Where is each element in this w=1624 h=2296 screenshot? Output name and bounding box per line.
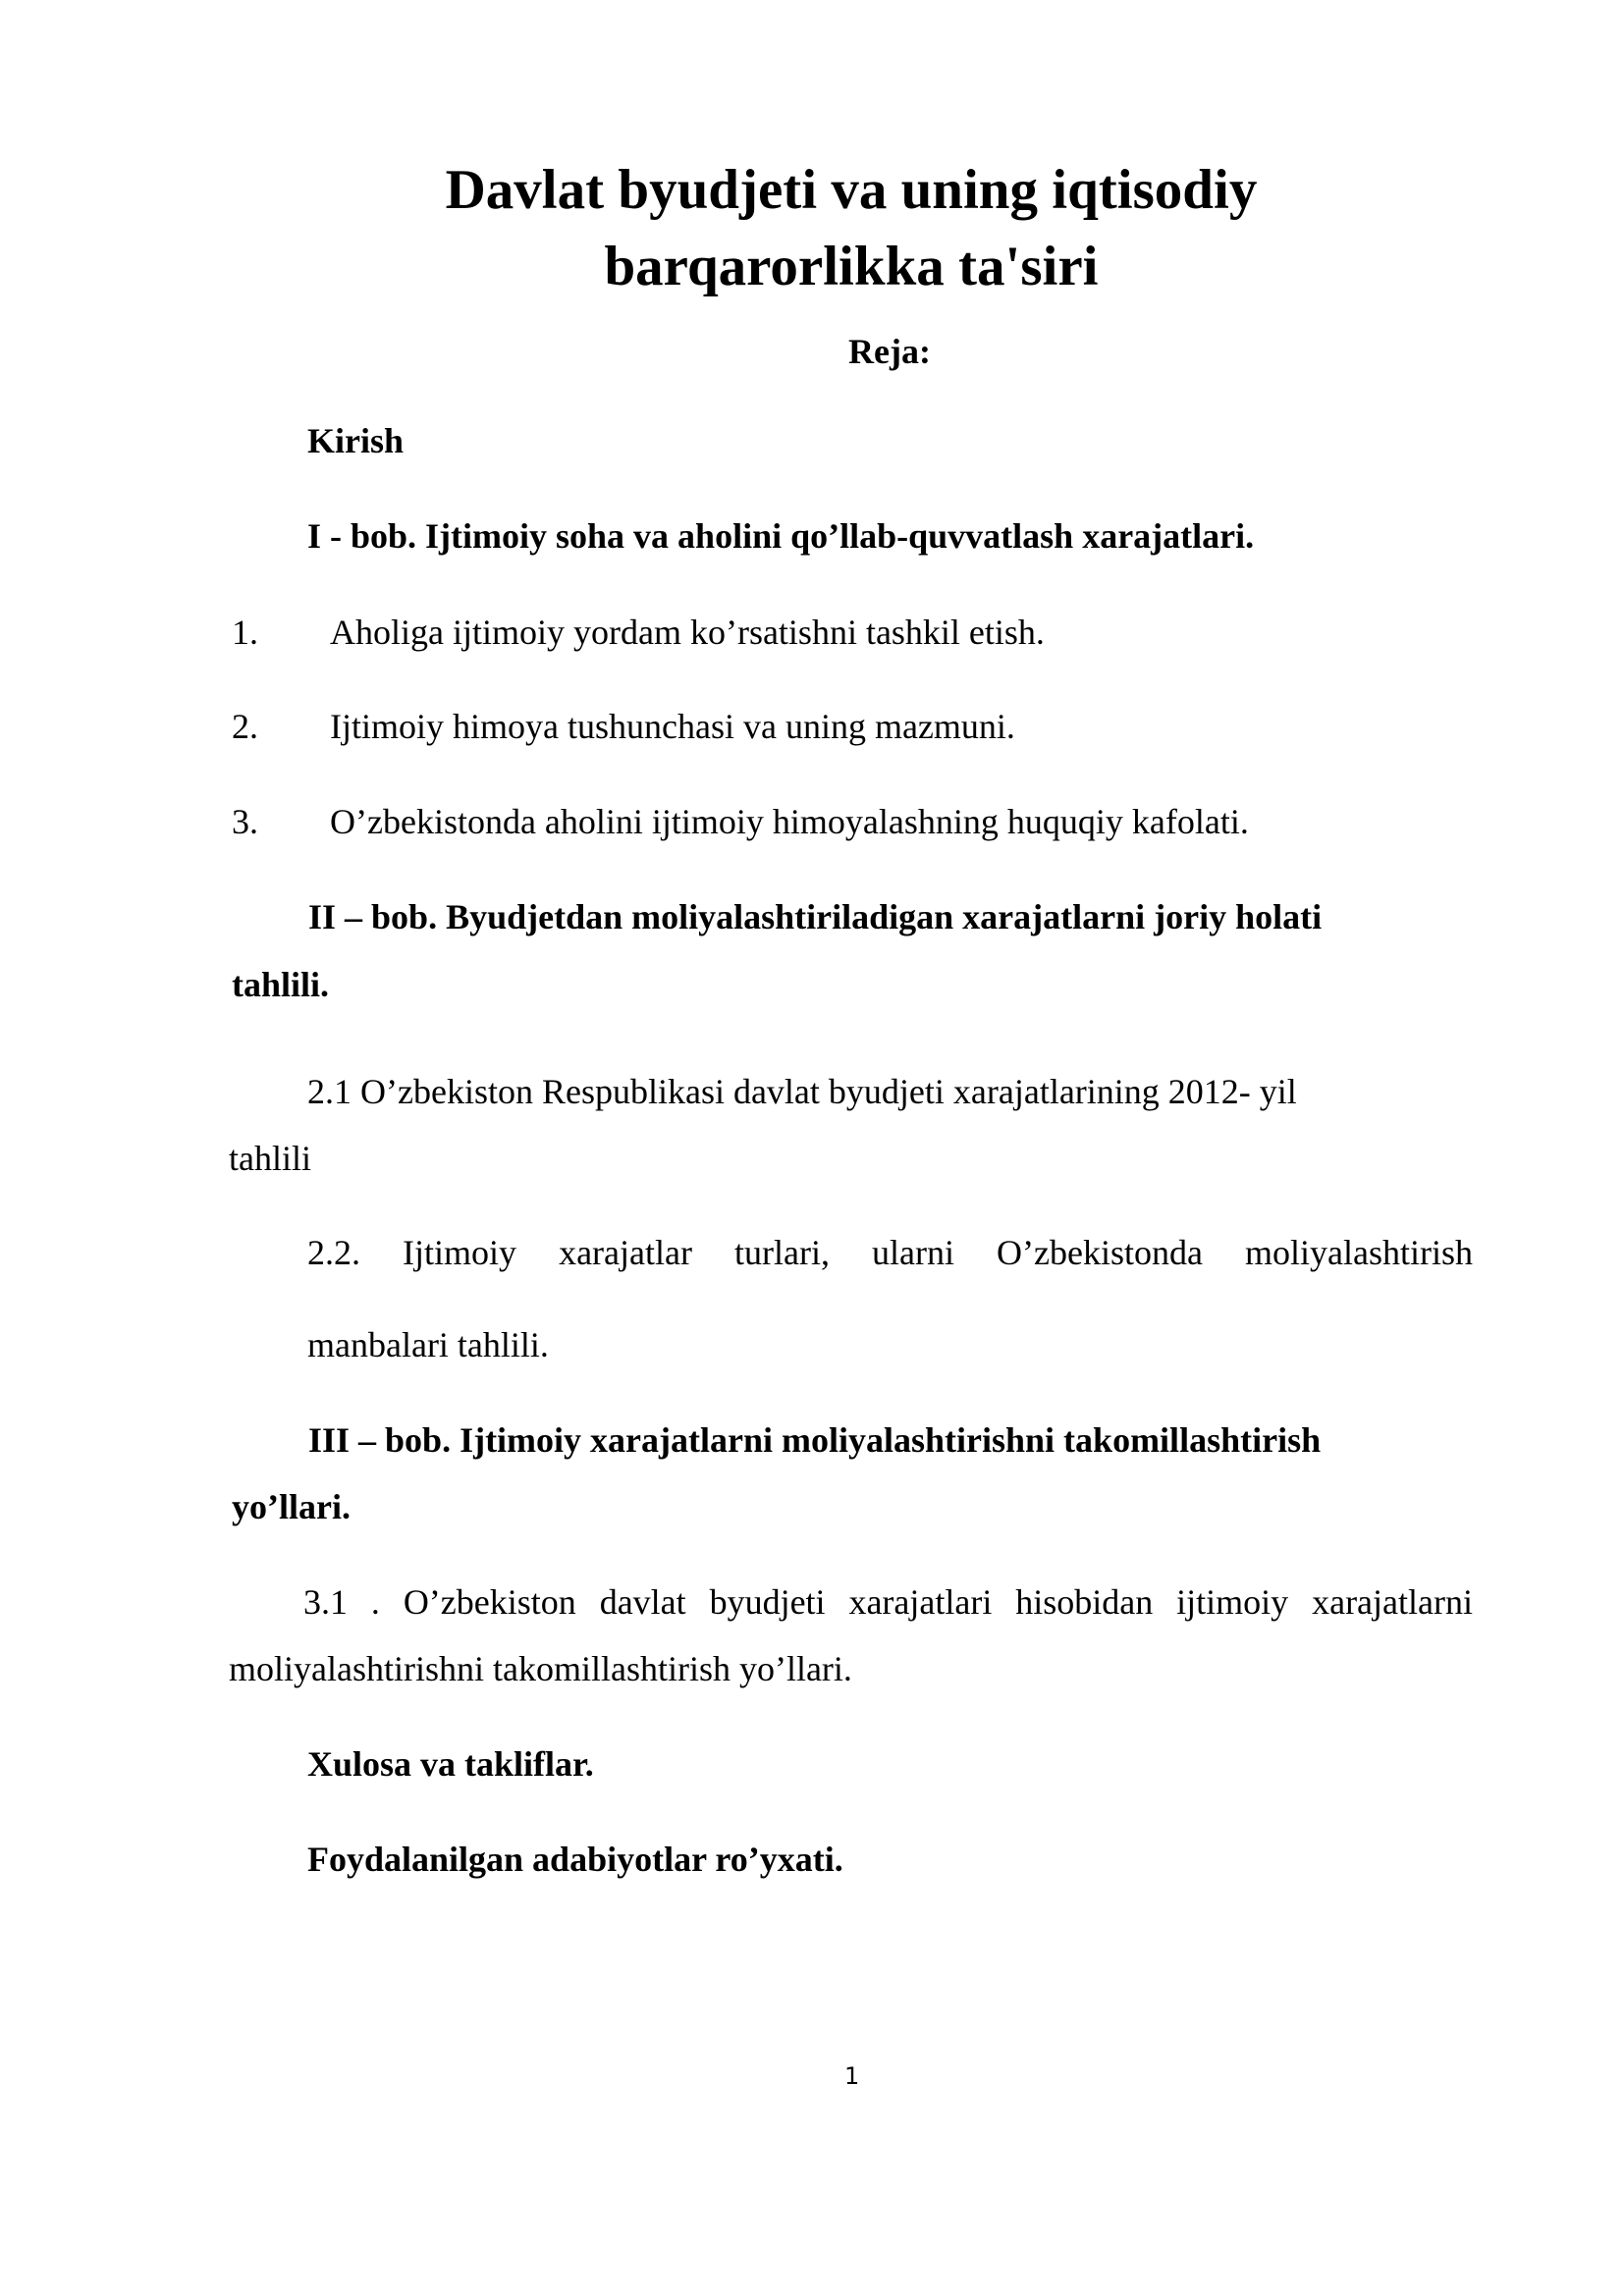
chapter-3-section-1-word: xarajatlari bbox=[848, 1582, 993, 1622]
chapter-3-heading-line-1: III – bob. Ijtimoiy xarajatlarni moliyalashtirishni takomillashtirish bbox=[308, 1420, 1322, 1460]
chapter-3-section-1-word: davlat bbox=[599, 1582, 686, 1622]
chapter-2-section-2-word: O’zbekistonda bbox=[997, 1233, 1203, 1272]
chapter-3-section-1-word: . bbox=[370, 1582, 380, 1622]
chapter-2-section-2-word: 2.2. bbox=[307, 1233, 360, 1272]
chapter-2-heading-line-2: tahlili. bbox=[232, 965, 330, 1004]
chapter-1-item-1-number: 1. bbox=[232, 613, 258, 652]
chapter-2-section-2-word: Ijtimoiy bbox=[403, 1233, 517, 1272]
document-title-line-2: barqarorlikka ta'siri bbox=[604, 236, 1099, 297]
chapter-3-section-1-word: byudjeti bbox=[709, 1582, 826, 1622]
chapter-1-item-1-text: Aholiga ijtimoiy yordam ko’rsatishni tashkil etish. bbox=[330, 613, 1045, 652]
chapter-1-item-2-text: Ijtimoiy himoya tushunchasi va uning mazmuni. bbox=[330, 707, 1015, 746]
chapter-2-section-2-word: moliyalashtirish bbox=[1244, 1233, 1473, 1272]
conclusion-heading: Xulosa va takliflar. bbox=[307, 1744, 594, 1784]
chapter-3-section-1-word: ijtimoiy bbox=[1176, 1582, 1289, 1622]
chapter-3-section-1-line-1 bbox=[303, 1580, 1473, 1624]
page-number: 1 bbox=[844, 2062, 860, 2090]
chapter-2-section-1-line-1: 2.1 O’zbekiston Respublikasi davlat byudjeti xarajatlarining 2012- yil bbox=[307, 1072, 1297, 1111]
chapter-1-item-3-text: O’zbekistonda aholini ijtimoiy himoyalashning huquqiy kafolati. bbox=[330, 802, 1249, 841]
chapter-1-item-2-number: 2. bbox=[232, 707, 258, 746]
intro-heading: Kirish bbox=[307, 421, 405, 460]
chapter-2-heading-line-1: II – bob. Byudjetdan moliyalashtiriladigan xarajatlarni joriy holati bbox=[308, 897, 1323, 936]
chapter-2-section-1-line-2: tahlili bbox=[229, 1139, 311, 1178]
plan-label: Reja: bbox=[848, 332, 931, 371]
chapter-3-section-1-line-2: moliyalashtirishni takomillashtirish yo’llari. bbox=[229, 1649, 852, 1688]
chapter-2-section-2-word: xarajatlar bbox=[559, 1233, 692, 1272]
chapter-1-heading: I - bob. Ijtimoiy soha va aholini qo’llab-quvvatlash xarajatlari. bbox=[307, 516, 1255, 556]
chapter-3-section-1-word: O’zbekiston bbox=[403, 1582, 576, 1622]
chapter-1-item-3-number: 3. bbox=[232, 802, 258, 841]
chapter-2-section-2-line-1 bbox=[307, 1231, 1473, 1274]
chapter-3-section-1-word: hisobidan bbox=[1015, 1582, 1154, 1622]
chapter-3-section-1-word: 3.1 bbox=[303, 1582, 348, 1622]
document-title-line-1: Davlat byudjeti va uning iqtisodiy bbox=[445, 159, 1258, 221]
references-heading: Foydalanilgan adabiyotlar ro’yxati. bbox=[307, 1840, 843, 1879]
chapter-3-heading-line-2: yo’llari. bbox=[232, 1487, 351, 1526]
chapter-2-section-2-word: ularni bbox=[872, 1233, 954, 1272]
chapter-2-section-2-line-2: manbalari tahlili. bbox=[307, 1325, 549, 1364]
chapter-3-section-1-word: xarajatlarni bbox=[1312, 1582, 1473, 1622]
chapter-2-section-2-word: turlari, bbox=[734, 1233, 830, 1272]
